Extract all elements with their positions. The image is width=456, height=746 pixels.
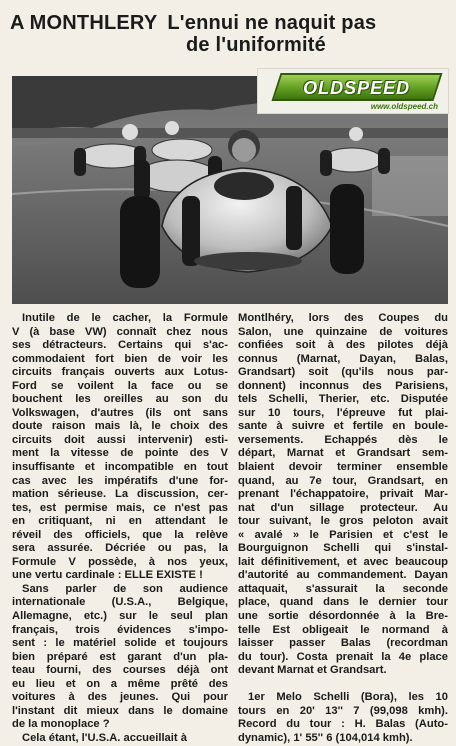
article-line: mation sérieuse. La discussion, cer-	[12, 488, 228, 501]
article-column-right	[238, 312, 448, 746]
headline-title-1: L'ennui ne naquit pas	[167, 12, 377, 34]
article-line: donnent) inconnus des Parisiens,	[238, 379, 448, 392]
article-line: réveil des officiels, que la relève	[12, 528, 228, 541]
article-line: circuits doit aussi intervenir) esti-	[12, 433, 228, 446]
article-line: sante à suivre et fertile en boule-	[238, 420, 448, 433]
article-line: confiées soit à des pilotes déjà	[238, 339, 448, 352]
article-line: sent : le matériel solide et toujours	[12, 637, 228, 650]
article-line: prenant l'échappatoire, privait Mar-	[238, 488, 448, 501]
article-line: insuffisante et incompatible en tout	[12, 461, 228, 474]
article-line: ment la vitesse de pointe des V	[12, 447, 228, 460]
article-line: cas avec les impératifs d'une for-	[12, 474, 228, 487]
article-line: Inutile de le cacher, la Formule	[22, 312, 228, 324]
article-line: de la monoplace ?	[12, 718, 110, 731]
oldspeed-logo	[257, 68, 449, 114]
article-line: devant Marnat et Grandsart.	[238, 664, 387, 677]
article-line: Grandsart) soit (qu'ils nous par-	[238, 366, 448, 379]
article-line: attaquait, s'assurait la seconde	[238, 582, 448, 595]
article-line: tour suivant, le gros peloton avait	[238, 515, 448, 528]
article-line: tes, est permise mais, ce n'est pas	[12, 501, 228, 514]
article-line: circuits français ouverts aux Lotus-	[12, 366, 228, 379]
headline	[10, 12, 450, 56]
article-line: Formule V possède, à nos yeux,	[12, 555, 228, 568]
article-line: Allemagne, etc.) sur le seul plan	[12, 610, 228, 623]
article-line: tours en 20' 13'' 7 (99,098 kmh).	[238, 704, 448, 717]
article-line: Volkswagen, d'autres (ils ont sans	[12, 406, 228, 419]
article-line: Ford se voilent la face ou se	[12, 379, 228, 392]
article-column-left	[12, 312, 228, 746]
oldspeed-badge	[271, 73, 442, 101]
article-line: l'instant dit mieux dans le domaine	[12, 704, 228, 717]
article-line: une sortie désordonnée à la Bre-	[238, 610, 448, 623]
article-line: commodaient fort bien de voir les	[12, 352, 228, 365]
article-line: Montlhéry, lors des Coupes du	[238, 312, 448, 324]
article-line: en critiquant, ni en attendant le	[12, 515, 228, 528]
article-line: dynamic), 1' 55'' 6 (104,014 kmh).	[238, 731, 413, 744]
oldspeed-url: www.oldspeed.ch	[370, 102, 438, 111]
article-line	[238, 678, 448, 692]
article-line: bien préparé est garant d'un pla-	[12, 650, 228, 663]
article-line: versements. Echappés dès le	[238, 433, 448, 446]
article-line: blaient devoir terminer ensemble	[238, 461, 448, 474]
headline-line-1	[10, 12, 450, 34]
article-line: teau fourni, des courses déjà ont	[12, 664, 228, 677]
article-line: français, trois évidences s'impo-	[12, 623, 228, 636]
article-line: sur 10 tours, l'épreuve fut plai-	[238, 406, 448, 419]
article-line: voitures à des jeunes. Qui pour	[12, 691, 228, 704]
article-line: internationale (U.S.A., Belgique,	[12, 596, 228, 609]
oldspeed-brand: OLDSPEED	[303, 78, 411, 98]
article-line: d'autorité au commandement. Dayan	[238, 569, 448, 582]
article-line: « avalé » le Parisien et c'est le	[238, 528, 448, 541]
article-line: tels Schelli, Therier, etc. Disputée	[238, 393, 448, 406]
article-line: doute raison mais là, le choix des	[12, 420, 228, 433]
article-line: du tour). Costa prenait la 4e place	[238, 650, 448, 663]
article-line: nat d'un sillage protecteur. Au	[238, 501, 448, 514]
article-line: 1er Melo Schelli (Bora), les 10	[248, 691, 448, 704]
article-line: bouchent les oreilles au son du	[12, 393, 228, 406]
article-line: laisser passer Balas (recordman	[238, 637, 448, 650]
article-line: V (à base VW) connaît chez nous	[12, 325, 228, 338]
article-line: Record du tour : H. Balas (Auto-	[238, 718, 448, 731]
article-line: Salon, une quinzaine de voitures	[238, 325, 448, 338]
article-line: ses détracteurs. Certains qui s'ac-	[12, 339, 228, 352]
article-line: lait définitivement, et avec beaucoup	[238, 555, 448, 568]
article-line: connus (Marnat, Dayan, Balas,	[238, 352, 448, 365]
article-line: Bourguignon Schelli qui s'instal-	[238, 542, 448, 555]
article-line: Sans parler de son audience	[22, 582, 228, 595]
headline-place: A MONTHLERY	[10, 12, 158, 34]
headline-line-2: de l'uniformité	[186, 34, 326, 56]
article-line: Cela étant, l'U.S.A. accueillait à	[22, 731, 187, 744]
article-line: place, quand dans le dernier tour	[238, 596, 448, 609]
article-line: départ, Marnat et Grandsart sem-	[238, 447, 448, 460]
article-line: eu lieu et on a même prêté des	[12, 677, 228, 690]
article-line: telle Est obligeait le normand à	[238, 623, 448, 636]
article-line: quand, au 7e tour, Grandsart, en	[238, 474, 448, 487]
article-line: une vertu cardinale : ELLE EXISTE !	[12, 569, 203, 582]
article-line: sera assurée. Décriée ou pas, la	[12, 542, 228, 555]
